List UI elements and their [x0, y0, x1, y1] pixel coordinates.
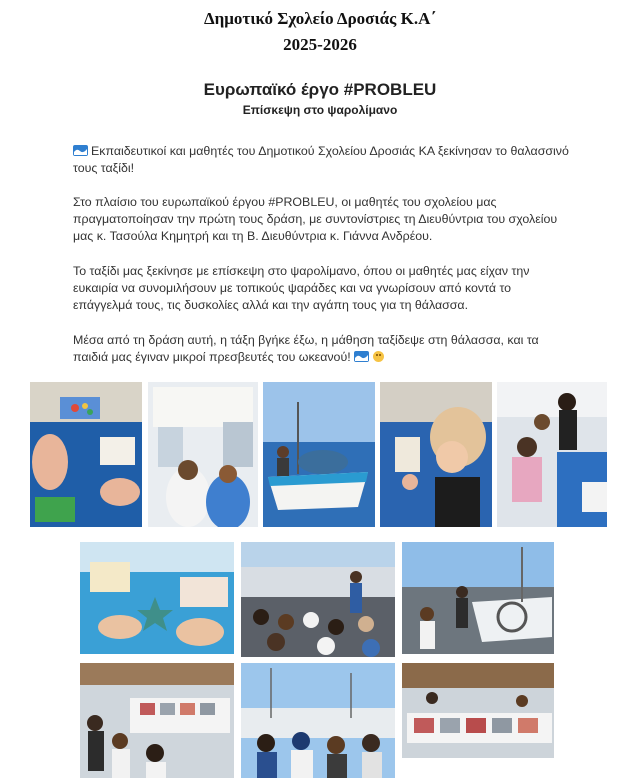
- photo-students-harbor-group: [241, 542, 395, 657]
- photo-fish-stall: [402, 663, 554, 758]
- paragraph-closing-text: Μέσα από τη δράση αυτή, η τάξη βγήκε έξω, η μάθηση ταξίδεψε στη θάλασσα, και τα παιδιά μας έγιναν μικροί πρεσβευτές του ωκεανού!: [73, 333, 539, 364]
- article-subtitle: Επίσκεψη στο ψαρολίμανο: [242, 103, 398, 117]
- photo-fishing-boat: [263, 382, 375, 527]
- paragraph-project: Στο πλαίσιο του ευρωπαϊκού έργου #PROBLEU, οι μαθητές του σχολείου μας πραγματοποίησαν την πρώτη τους δράση, με συντονίστριες τη Διευθύντρια του σχολείου μας κ. Τασούλα Κημητρή και τη Β. Διευθύντρια κ. Γιάννα Ανδρέου.: [73, 195, 558, 243]
- photo-student-examining: [380, 382, 492, 527]
- school-year: 2025-2026: [283, 35, 357, 54]
- photo-harbor-fisherman: [402, 542, 554, 654]
- paragraph-intro-text: Εκπαιδευτικοί και μαθητές του Δημοτικού Σχολείου Δροσιάς ΚΑ ξεκίνησαν το θαλασσινό τους ταξίδι!: [73, 144, 569, 175]
- photo-harbor-tour: [241, 663, 395, 778]
- photo-classroom-activity: [30, 382, 142, 527]
- smiling-face-emoji-icon: [373, 351, 384, 362]
- article-title: Ευρωπαϊκό έργο #PROBLEU: [203, 80, 437, 99]
- paragraph-intro: [73, 143, 573, 177]
- paragraph-visit: Το ταξίδι μας ξεκίνησε με επίσκεψη στο ψαρολίμανο, όπου οι μαθητές μας είχαν την ευκαιρία να συνομιλήσουν με τοπικούς ψαράδες και να γνωρίσουν από κοντά το επάγγελμά τους, τις δυσκολίες αλλά και την αγάπη τους για τη θάλασσα.: [73, 264, 530, 312]
- photo-starfish-poster: [80, 542, 234, 654]
- wave-emoji-icon: [354, 350, 369, 361]
- paragraph-closing: [73, 332, 573, 366]
- photo-museum-visit: [148, 382, 258, 527]
- photo-fish-market-students: [80, 663, 234, 778]
- school-name: Δημοτικό Σχολείο Δροσιάς Κ.Α΄: [203, 9, 437, 28]
- wave-emoji-icon: [73, 144, 88, 155]
- photo-group-table: [497, 382, 607, 527]
